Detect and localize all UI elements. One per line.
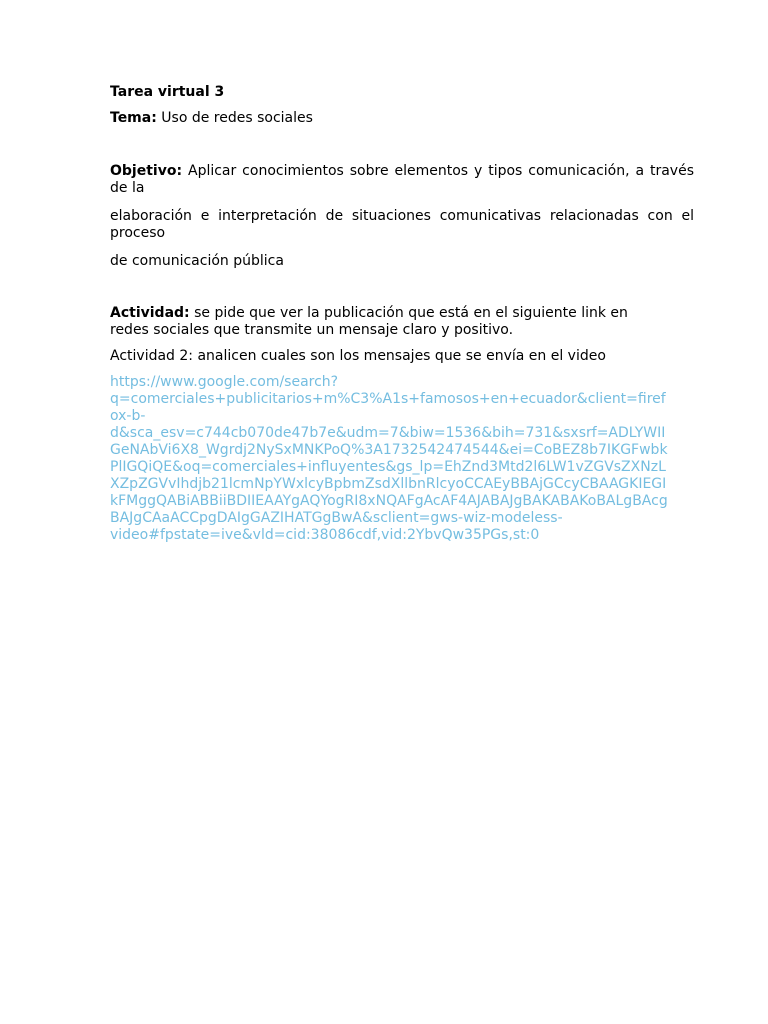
tema-label: Tema: <box>110 110 157 126</box>
actividad-paragraph <box>110 305 650 339</box>
document-body <box>110 84 694 544</box>
actividad-2-paragraph: Actividad 2: analicen cuales son los mensajes que se envía en el video <box>110 348 606 364</box>
tema-line <box>110 110 694 127</box>
objetivo-text-1: Aplicar conocimientos sobre elementos y tipos comunicación, a través de la <box>110 163 694 196</box>
document-title: Tarea virtual 3 <box>110 84 225 100</box>
objetivo-label: Objetivo: <box>110 163 183 179</box>
objetivo-line-2: elaboración e interpretación de situaciones comunicativas relacionadas con el proceso <box>110 208 694 241</box>
tema-value: Uso de redes sociales <box>156 110 313 126</box>
objetivo-line-3: de comunicación pública <box>110 253 284 269</box>
video-link[interactable]: https://www.google.com/search?q=comerciales+publicitarios+m%C3%A1s+famosos+en+ecuador&client=firefox-b-d&sca_esv=c744cb070de47b7e&udm=7&biw=1536&bih=731&sxsrf=ADLYWIIGeNAbVi6X8_Wgrdj2NySxMNKPoQ%3A1732542474544&ei=CoBEZ8b7IKGFwbkPlIGQiQE&oq=comerciales+influyentes&gs_lp=EhZnd3Mtd2l6LW1vZGVsZXNzLXZpZGVvIhdjb21lcmNpYWxlcyBpbmZsdXllbnRlcyoCCAEyBBAjGCcyCBAAGKIEGIkFMggQABiABBiiBDIIEAAYgAQYogRI8xNQAFgAcAF4AJABAJgBAKABAKoBALgBAcgBAJgCAaACCpgDAIgGAZIHATGgBwA&sclient=gws-wiz-modeless-video#fpstate=ive&vld=cid:38086cdf,vid:2YbvQw35PGs,st:0 <box>110 374 668 543</box>
actividad-label: Actividad: <box>110 305 190 321</box>
actividad-text: se pide que ver la publicación que está en el siguiente link en redes sociales que transmite un mensaje claro y positivo. <box>110 305 628 338</box>
objetivo-line-1 <box>110 163 694 197</box>
